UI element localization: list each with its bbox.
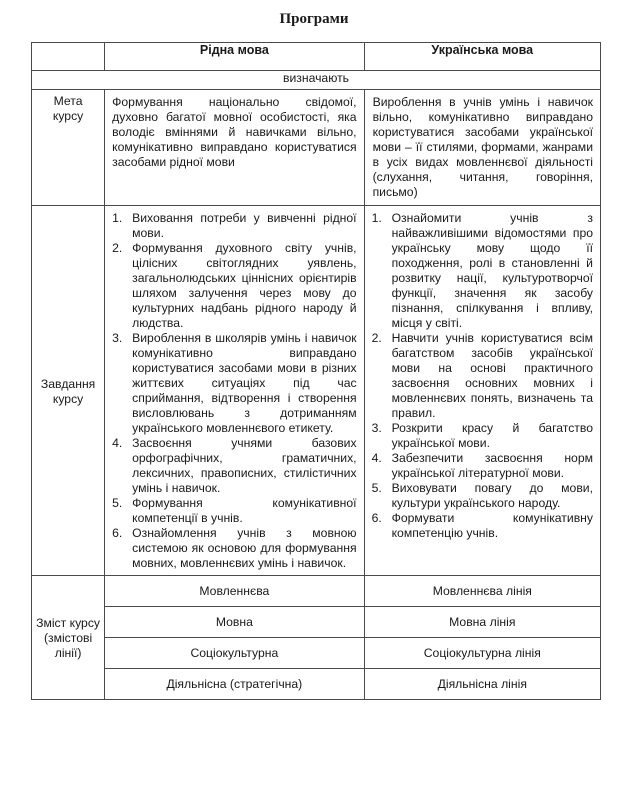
list-item-text: Виховання потреби у вивченні рідної мови. [132, 211, 357, 240]
tasks-label-text: Завдання курсу [40, 376, 96, 406]
goal-row [32, 90, 601, 206]
content-row-2 [32, 607, 601, 638]
list-item-number: 5. [112, 496, 123, 510]
list-item-text: Формування духовного світу учнів, цілісних світоглядних уявлень, загальнолюдських ціннісних орієнтирів шляхом залучення через мову до культурних надбань рідного народу й людства. [132, 241, 357, 330]
goal-native-text: Формування національно свідомої, духовно багатої мовної особистості, яка володіє вміннями й навичками вільно, комунікативно виправдано користуватися засобами рідної мови [105, 90, 364, 206]
list-item-text: Розкрити красу й багатство української мови. [391, 421, 593, 450]
header-ukrainian-language: Українська мова [364, 43, 600, 71]
list-item [112, 211, 356, 241]
list-item [112, 331, 356, 436]
tasks-native-cell [105, 206, 364, 576]
content-row-4 [32, 669, 601, 700]
list-item [372, 331, 593, 421]
list-item-text: Засвоєння учнями базових орфографічних, граматичних, лексичних, правописних, стилістичних умінь і навичок. [132, 436, 357, 495]
list-item [372, 451, 593, 481]
list-item [112, 241, 356, 331]
tasks-native-list [105, 206, 363, 575]
content-ukrainian-item: Мовна лінія [364, 607, 600, 638]
content-row-1 [32, 576, 601, 607]
programs-comparison-table [31, 42, 601, 700]
subheader-define: визначають [32, 71, 601, 90]
list-item-number: 3. [371, 421, 382, 435]
content-native-item: Мовна [105, 607, 364, 638]
goal-label-text: Мета курсу [52, 94, 84, 123]
list-item [112, 526, 356, 571]
content-ukrainian-item: Мовленнєва лінія [364, 576, 600, 607]
subheader-row [32, 71, 601, 90]
header-empty-cell [32, 43, 105, 71]
tasks-ukrainian-list [365, 206, 600, 545]
tasks-row [32, 206, 601, 576]
list-item-number: 6. [371, 511, 382, 525]
list-item [372, 211, 593, 331]
list-item-text: Навчити учнів користуватися всім багатством засобів української мови на основі практичного засвоєння основних мовних і мовленнєвих понять, визначень та правил. [391, 331, 593, 420]
list-item-number: 4. [112, 436, 123, 450]
header-native-language: Рідна мова [105, 43, 364, 71]
list-item [372, 511, 593, 541]
goal-label [32, 90, 105, 206]
list-item-number: 4. [371, 451, 382, 465]
list-item [112, 496, 356, 526]
content-label-text: Зміст курсу (змістові лінії) [36, 616, 101, 660]
list-item-text: Ознайомлення учнів з мовною системою як основою для формування мовних, мовленнєвих умінь і навичок. [132, 526, 357, 570]
list-item [372, 481, 593, 511]
page-title: Програми [279, 11, 349, 27]
content-row-3 [32, 638, 601, 669]
list-item-number: 5. [371, 481, 382, 495]
tasks-label [32, 206, 105, 576]
list-item-number: 6. [112, 526, 123, 540]
content-label [32, 576, 105, 700]
list-item-text: Ознайомити учнів з найважливішими відомостями про українську мову щодо її походження, ролі в становленні й розвитку нації, культуротворчої функції, значення як засобу пізнання, спілкування і впливу, місця у світі. [391, 211, 593, 330]
list-item-text: Формувати комунікативну компетенцію учнів. [391, 511, 593, 540]
list-item [372, 421, 593, 451]
list-item-text: Формування комунікативної компетенції в учнів. [132, 496, 357, 525]
content-ukrainian-item: Діяльнісна лінія [364, 669, 600, 700]
list-item [112, 436, 356, 496]
goal-ukrainian-text: Вироблення в учнів умінь і навичок вільно, комунікативно виправдано користуватися засобами української мови – її стилями, формами, жанрами в усіх видах мовленнєвої діяльності (слухання, читання, говоріння, письмо) [364, 90, 600, 206]
list-item-number: 1. [112, 211, 123, 225]
tasks-ukrainian-cell [364, 206, 600, 576]
list-item-number: 2. [371, 331, 382, 345]
list-item-number: 2. [112, 241, 123, 255]
list-item-text: Виховувати повагу до мови, культури українського народу. [391, 481, 593, 510]
content-native-item: Соціокультурна [105, 638, 364, 669]
list-item-text: Забезпечити засвоєння норм української літературної мови. [391, 451, 593, 480]
list-item-number: 1. [371, 211, 382, 225]
content-native-item: Мовленнєва [105, 576, 364, 607]
header-row [32, 43, 601, 71]
content-ukrainian-item: Соціокультурна лінія [364, 638, 600, 669]
list-item-number: 3. [112, 331, 123, 345]
list-item-text: Вироблення в школярів умінь і навичок комунікативно виправдано користуватися засобами мови в різних життєвих ситуаціях під час сприймання, відтворення і створення висловлювань з дотриманням українського мовленнєвого етикету. [132, 331, 357, 435]
content-native-item: Діяльнісна (стратегічна) [105, 669, 364, 700]
